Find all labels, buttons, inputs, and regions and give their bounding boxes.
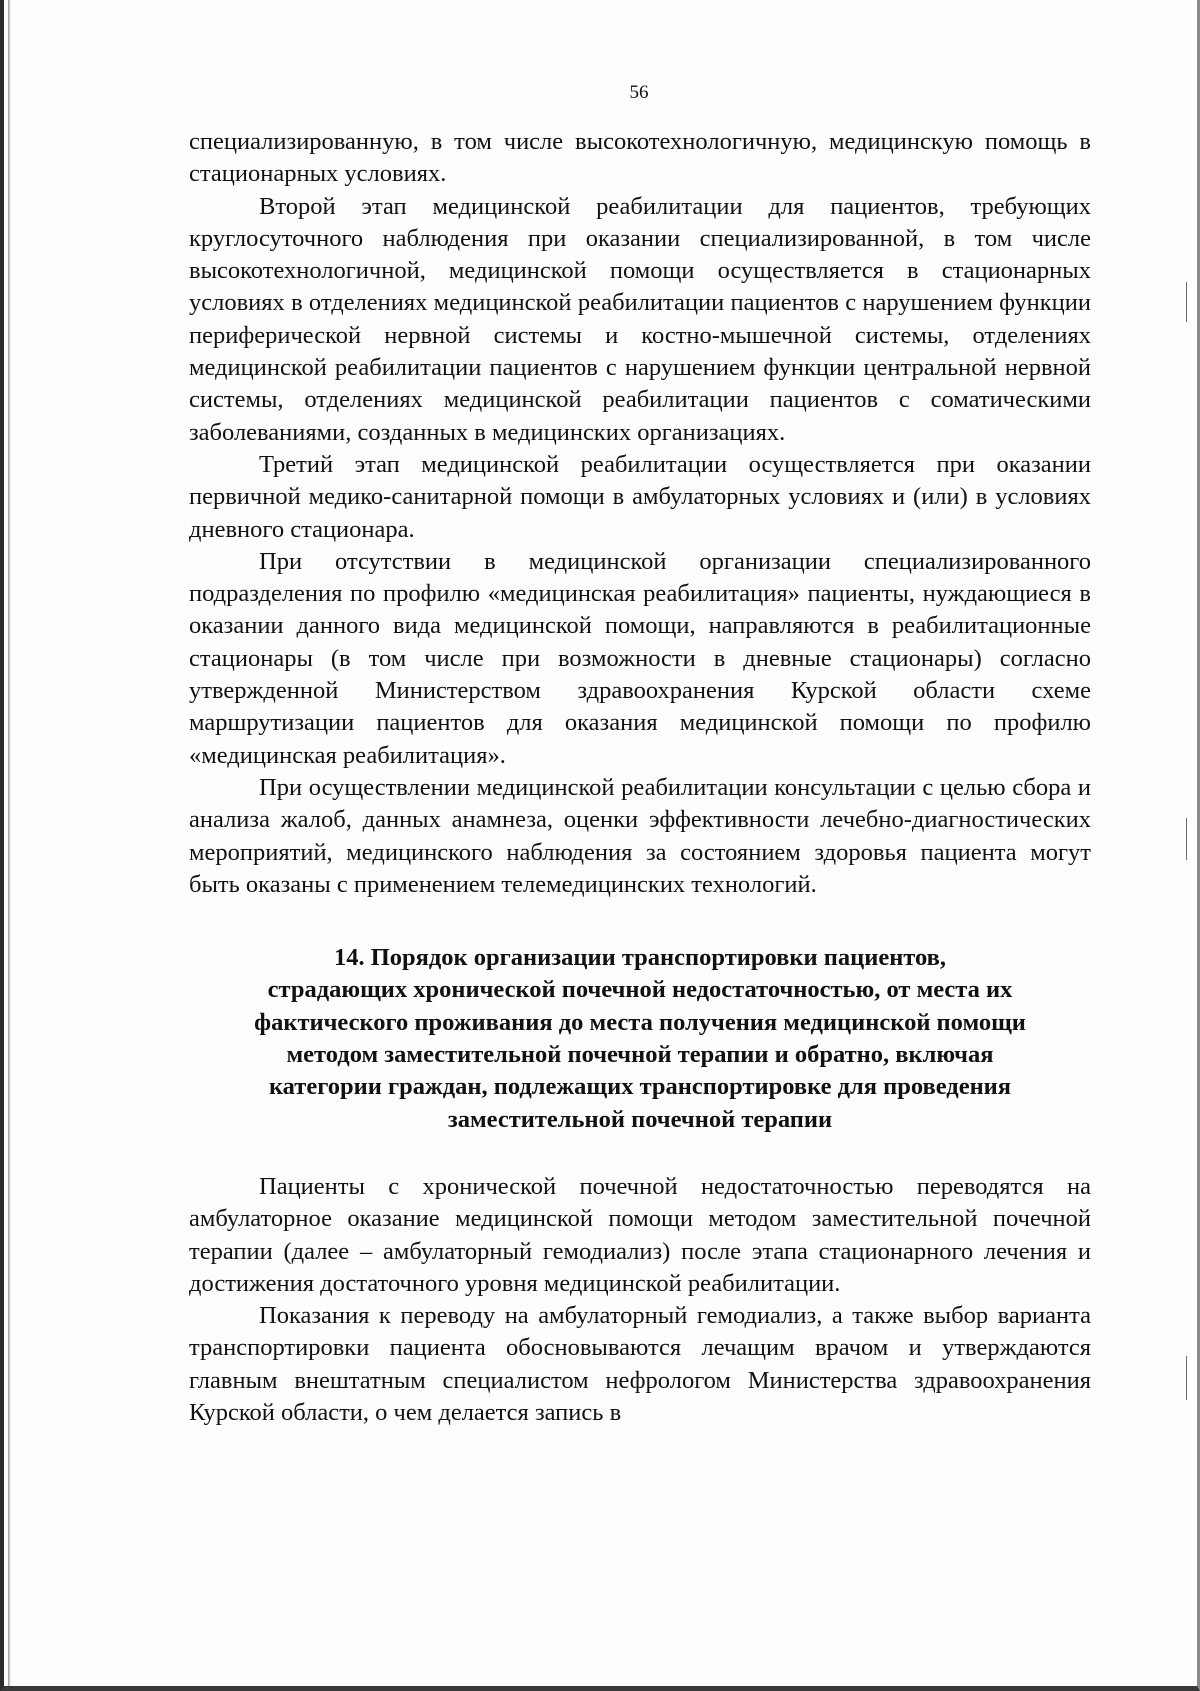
- heading-line: фактического проживания до места получения медицинской помощи: [254, 1008, 1026, 1036]
- paragraph-5: При осуществлении медицинской реабилитации консультации с целью сбора и анализа жалоб, данных анамнеза, оценки эффективности лечебно-диагностических мероприятий, медицинского наблюдения за состоянием здоровья пациента могут быть оказаны с применением телемедицинских технологий.: [189, 773, 1091, 898]
- scan-edge: [8, 0, 11, 1686]
- heading-line: категории граждан, подлежащих транспортировке для проведения: [268, 1073, 1012, 1101]
- paragraph-4: При отсутствии в медицинской организации специализированного подразделения по профилю «медицинская реабилитация» пациенты, нуждающиеся в оказании данного вида медицинской помощи, направляются в реабилитационные стационары (в том числе при возможности в дневные стационары) согласно утвержденной Министерством здравоохранения Курской области схеме маршрутизации пациентов для оказания медицинской помощи по профилю «медицинская реабилитация».: [189, 547, 1091, 769]
- paragraph-1: специализированную, в том числе высокотехнологичную, медицинскую помощь в стационарных условиях.: [189, 128, 1091, 188]
- document-body: [189, 126, 1091, 1429]
- heading-line: 14. Порядок организации транспортировки пациентов,: [333, 944, 947, 972]
- scan-margin-mark: [1186, 1356, 1187, 1400]
- paragraph-3: Третий этап медицинской реабилитации осуществляется при оказании первичной медико-санитарной помощи в амбулаторных условиях и (или) в условиях дневного стационара.: [189, 450, 1091, 543]
- paragraph-7: Показания к переводу на амбулаторный гемодиализ, а также выбор варианта транспортировки пациента обосновываются лечащим врачом и утверждаются главным внештатным специалистом нефрологом Министерства здравоохранения Курской области, о чем делается запись в: [189, 1302, 1091, 1426]
- scan-margin-mark: [1186, 282, 1187, 322]
- section-heading: [189, 942, 1091, 1136]
- heading-line: страдающих хронической почечной недостаточностью, от места их: [267, 976, 1013, 1004]
- heading-line: заместительной почечной терапии: [447, 1105, 833, 1133]
- heading-line: методом заместительной почечной терапии и обратно, включая: [286, 1041, 994, 1069]
- page-number: 56: [629, 82, 649, 103]
- scan-margin-mark: [1186, 818, 1187, 860]
- paragraph-2: Второй этап медицинской реабилитации для пациентов, требующих круглосуточного наблюдения при оказании специализированной, в том числе высокотехнологичной, медицинской помощи осуществляется в стационарных условиях в отделениях медицинской реабилитации пациентов с нарушением функции периферической нервной системы и костно-мышечной системы, отделениях медицинской реабилитации пациентов с нарушением функции центральной нервной системы, отделениях медицинской реабилитации пациентов с соматическими заболеваниями, созданных в медицинских организациях.: [189, 192, 1091, 446]
- paragraph-6: Пациенты с хронической почечной недостаточностью переводятся на амбулаторное оказание медицинской помощи методом заместительной почечной терапии (далее – амбулаторный гемодиализ) после этапа стационарного лечения и достижения достаточного уровня медицинской реабилитации.: [189, 1172, 1091, 1297]
